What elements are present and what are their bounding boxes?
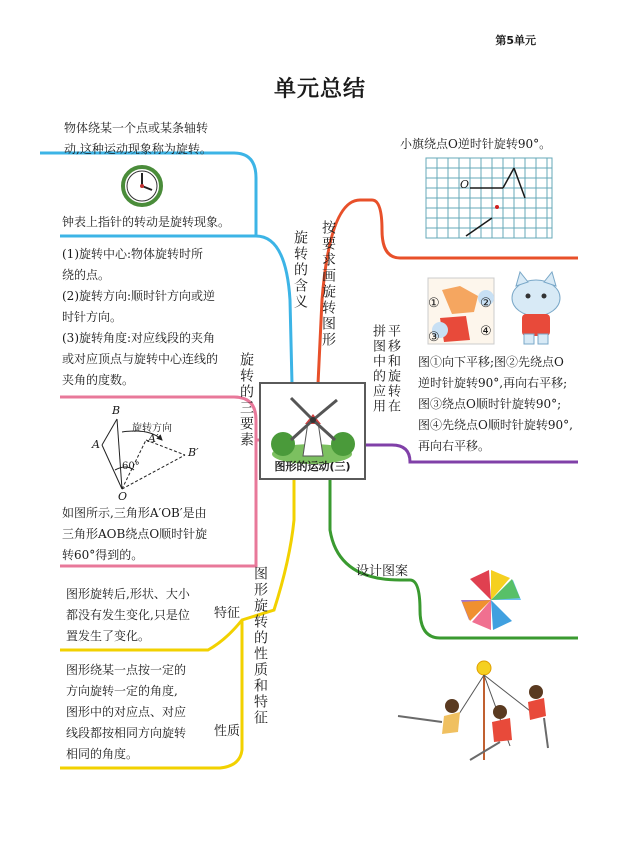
- piece-label-3: ③: [428, 330, 440, 345]
- flag-point-label: O: [460, 178, 470, 191]
- point-label-A-prime: A′: [148, 432, 159, 445]
- page-title: 单元总结: [273, 77, 366, 102]
- rotation-angle-label: 60°: [122, 461, 140, 472]
- unit-label: 第5单元: [495, 34, 536, 47]
- piece-label-4: ④: [480, 324, 492, 339]
- point-label-B-prime: B′: [188, 446, 199, 459]
- point-label-O: O: [118, 490, 128, 503]
- meaning-definition: 物体绕某一个点或某条轴转 动,这种运动现象称为旋转。: [64, 121, 212, 156]
- property-label: 性质: [214, 724, 241, 739]
- piece-label-1: ①: [428, 296, 440, 311]
- point-label-A: A: [92, 438, 100, 451]
- flag-grid: [426, 158, 552, 238]
- puzzle-steps: 图①向下平移;图②先绕点O 逆时针旋转90°,再向右平移; 图③绕点O顺时针旋转90°; 图④先绕点O顺时针旋转90°, 再向右平移。: [418, 355, 573, 453]
- swing-ride-picture: [398, 661, 548, 760]
- center-caption: 图形的运动(三): [274, 460, 351, 473]
- clock-icon: [123, 167, 161, 205]
- elements-list: (1)旋转中心:物体旋转时所 绕的点。 (2)旋转方向:顺时针方向或逆 时针方向。 (3)旋转角度:对应线段的夹角 或对应顶点与旋转中心连线的 夹角的度数。: [62, 247, 219, 387]
- branch-label-meaning: 旋转的含义: [292, 230, 308, 310]
- clock-note: 钟表上指针的转动是旋转现象。: [62, 215, 231, 229]
- branch-line-design: [330, 480, 578, 638]
- branch-label-elements: 旋转的三要素: [238, 352, 254, 448]
- property-text: 图形绕某一点按一定的 方向旋转一定的角度, 图形中的对应点、对应 线段都按相同方向旋转 相同的角度。: [66, 663, 187, 761]
- point-label-B: B: [112, 404, 121, 417]
- pinwheel-pattern: [461, 570, 521, 630]
- feature-text: 图形旋转后,形状、大小 都没有发生变化,只是位 置发生了变化。: [66, 587, 190, 643]
- piece-label-2: ②: [480, 296, 492, 311]
- feature-label: 特征: [214, 606, 241, 621]
- branch-label-puzzle: 平移和旋转在拼图中的应用: [370, 324, 400, 414]
- center-node: [259, 382, 366, 480]
- elements-example: 如图所示,三角形A′OB′是由 三角形AOB绕点O顺时针旋 转60°得到的。: [62, 506, 208, 562]
- cat-picture: [512, 272, 560, 344]
- flag-caption: 小旗绕点O逆时针旋转90°。: [400, 137, 552, 151]
- rotation-direction-label: 旋转方向: [132, 423, 172, 434]
- branch-label-properties: 图形旋转的性质和特征: [252, 566, 268, 726]
- branch-label-design: 设计图案: [356, 564, 409, 579]
- branch-label-draw: 按要求画旋转图形: [320, 220, 336, 348]
